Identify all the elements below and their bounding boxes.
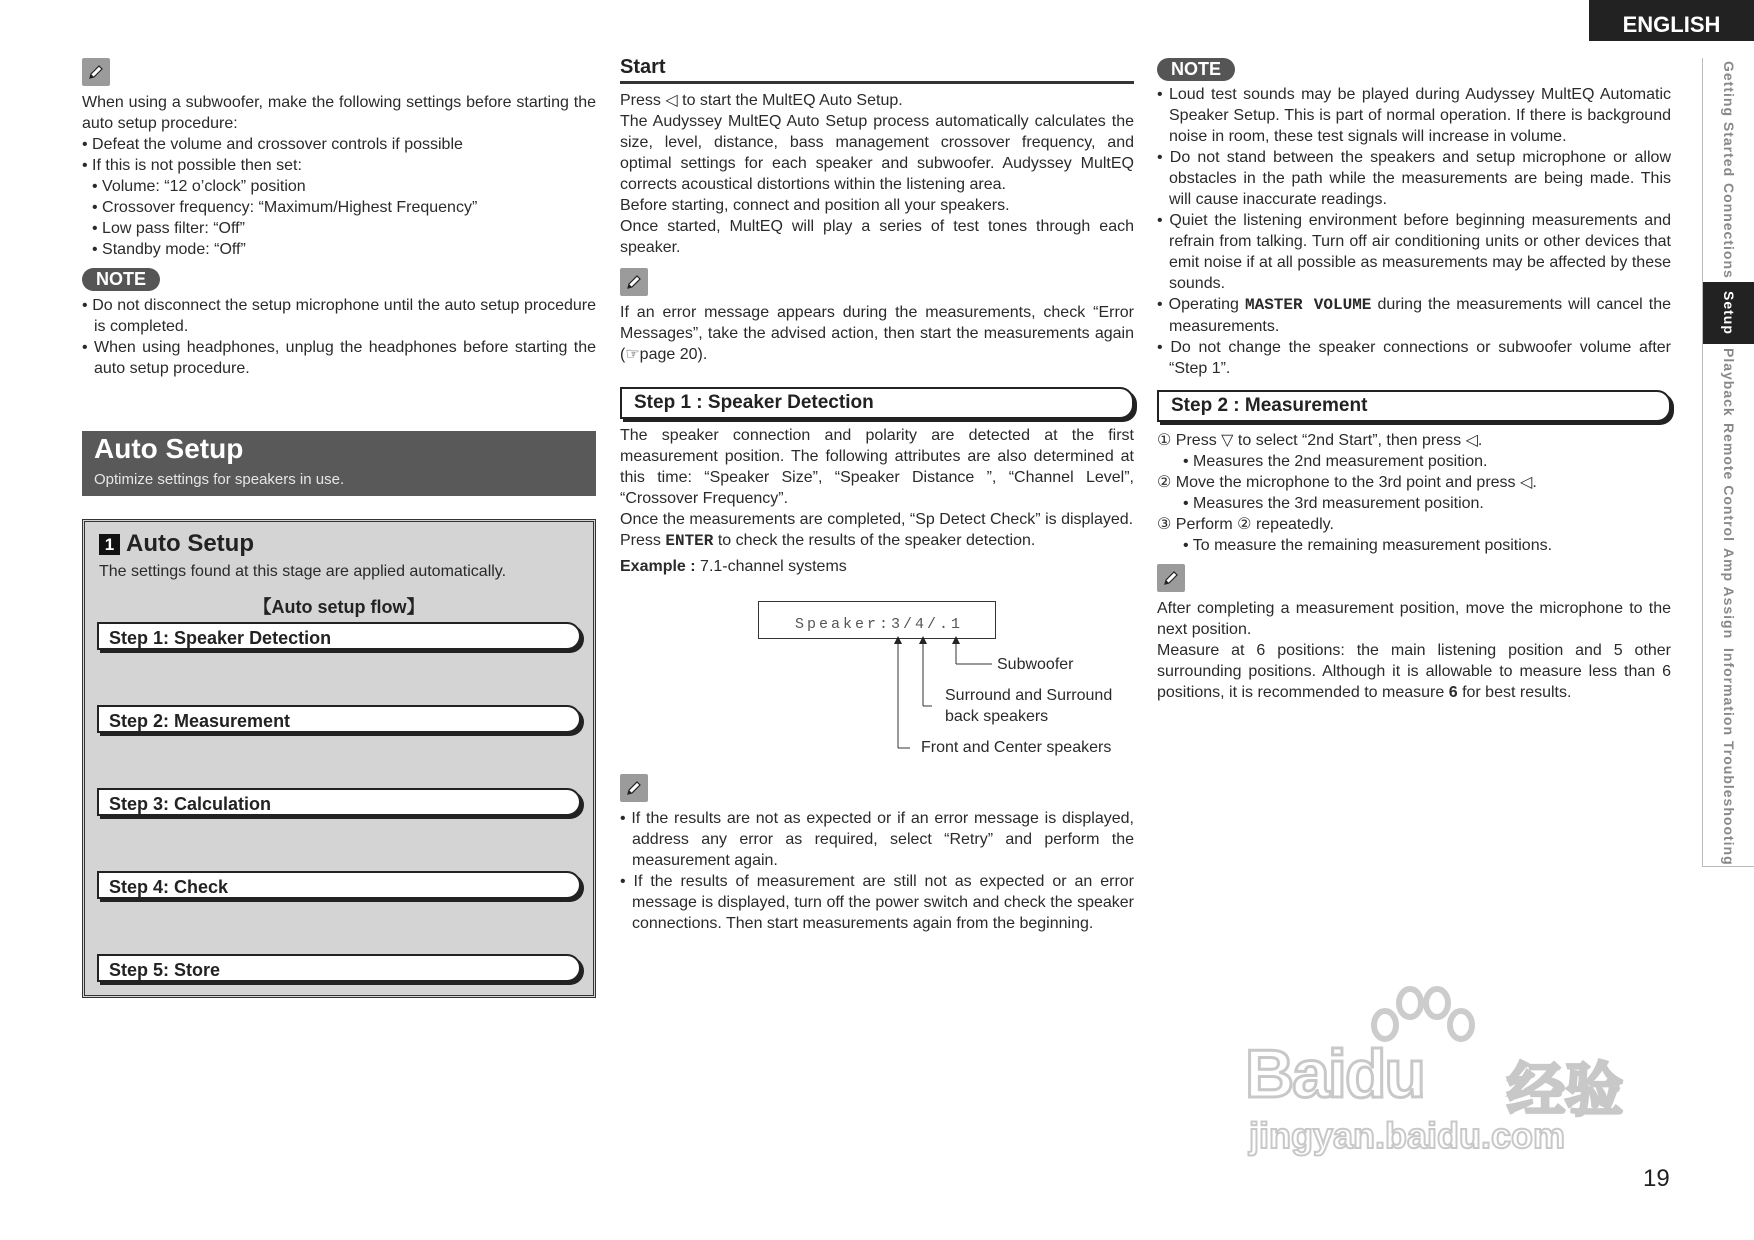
memo-icon xyxy=(82,58,110,86)
step2-heading: Step 2 : Measurement xyxy=(1157,390,1671,422)
down-triangle-icon: ▽ xyxy=(1221,432,1234,449)
memo-icon xyxy=(1157,564,1185,592)
callout-subwoofer: Subwoofer xyxy=(997,656,1074,673)
start-paragraph: Before starting, connect and position all your speakers. xyxy=(620,197,1010,214)
callout-surround: Surround and Surround xyxy=(945,687,1113,704)
error-memo: If an error message appears during the measurements, check “Error Messages”, take the advised action, then start the measurements again (☞page 20). xyxy=(620,304,1134,363)
tab-getting-started[interactable]: Getting Started xyxy=(1702,58,1754,181)
note-item: • Do not change the speaker connections or subwoofer volume after “Step 1”. xyxy=(1157,339,1672,377)
tab-troubleshooting[interactable]: Troubleshooting xyxy=(1702,740,1754,867)
column-2-bottom xyxy=(620,774,1134,934)
callout-surround-back: back speakers xyxy=(945,708,1049,725)
memo-item: • If the results of measurement are still not as expected or an error message is displayed, turn off the power switch and check the speaker connections. Then start measurements again from the beginning. xyxy=(620,873,1134,932)
list-item: • Defeat the volume and crossover controls if possible xyxy=(82,136,463,153)
section-number: 1 xyxy=(99,534,120,555)
list-item: • Crossover frequency: “Maximum/Highest Frequency” xyxy=(92,199,478,216)
memo-item: • If the results are not as expected or if an error message is displayed, address any error as required, select “Retry” and perform the measurement again. xyxy=(620,810,1134,869)
banner-title: Auto Setup xyxy=(94,433,244,464)
column-1 xyxy=(82,58,596,379)
start-paragraph: The Audyssey MultEQ Auto Setup process automatically calculates the size, level, distance, bass management crossover frequency, and optimal settings for each speaker and subwoofer. Audyssey MultEQ corrects acoustical distortions within the listening area. xyxy=(620,113,1134,193)
start-paragraph: Once started, MultEQ will play a series of test tones through each speaker. xyxy=(620,218,1134,256)
memo-paragraph: Measure at 6 positions: the main listening position and 5 other surrounding positions. Although it is allowable to measure less than 6 positions, it is recommended to measure 6 for best results. xyxy=(1157,642,1671,701)
auto-setup-box xyxy=(82,519,596,998)
section-banner xyxy=(82,431,596,496)
tab-information[interactable]: Information xyxy=(1702,644,1754,741)
tab-remote-control[interactable]: Remote Control xyxy=(1702,420,1754,545)
memo-icon xyxy=(620,268,648,296)
step1-paragraph: The speaker connection and polarity are detected at the first measurement position. The following attributes are also determined at this time: “Speaker Size”, “Speaker Distance ”, “Channel Level”, “Crossover Frequency”. xyxy=(620,427,1134,507)
page-number: 19 xyxy=(1643,1165,1670,1192)
flow-step-4: Step 4: Check xyxy=(97,871,581,899)
speaker-display: Speaker:3/4/.1 xyxy=(758,601,996,639)
list-item: • Low pass filter: “Off” xyxy=(92,220,245,237)
list-item: • Standby mode: “Off” xyxy=(92,241,246,258)
step2-item: ① Press ▽ to select “2nd Start”, then press ◁. xyxy=(1157,432,1483,449)
box-description: The settings found at this stage are applied automatically. xyxy=(99,563,507,580)
step2-subitem: • Measures the 2nd measurement position. xyxy=(1183,453,1488,470)
note-item: • Loud test sounds may be played during Audyssey MultEQ Automatic Speaker Setup. This is part of normal operation. If there is background noise in room, these test signals will increase in volume. xyxy=(1157,86,1672,145)
note-item: • Quiet the listening environment before beginning measurements and refrain from talking. Turn off air conditioning units or other devices that emit noise if at all possible as measurements may be affected by these sounds. xyxy=(1157,212,1671,292)
step1-paragraph: Press ENTER to check the results of the speaker detection. xyxy=(620,532,1036,550)
step2-subitem: • Measures the 3rd measurement position. xyxy=(1183,495,1484,512)
callout-front-center: Front and Center speakers xyxy=(921,739,1112,756)
start-paragraph: Press ◁ to start the MultEQ Auto Setup. xyxy=(620,92,903,109)
banner-subtitle: Optimize settings for speakers in use. xyxy=(94,471,345,488)
note-item: • Operating MASTER VOLUME during the measurements will cancel the measurements. xyxy=(1157,296,1671,335)
start-heading: Start xyxy=(620,56,1134,84)
step2-subitem: • To measure the remaining measurement positions. xyxy=(1183,537,1553,554)
list-item: • If this is not possible then set: xyxy=(82,157,302,174)
box-title: Auto Setup xyxy=(126,530,254,557)
memo-icon xyxy=(620,774,648,802)
tab-amp-assign[interactable]: Amp Assign xyxy=(1702,544,1754,645)
flow-step-2: Step 2: Measurement xyxy=(97,705,581,733)
tab-connections[interactable]: Connections xyxy=(1702,180,1754,283)
note-badge: NOTE xyxy=(82,268,160,291)
note-item: • When using headphones, unplug the headphones before starting the auto setup procedure. xyxy=(82,339,597,377)
step1-paragraph: Once the measurements are completed, “Sp Detect Check” is displayed. xyxy=(620,511,1134,528)
list-item: • Volume: “12 o’clock” position xyxy=(92,178,306,195)
step2-item: ③ Perform ② repeatedly. xyxy=(1157,516,1334,533)
flow-step-3: Step 3: Calculation xyxy=(97,788,581,816)
language-label: ENGLISH xyxy=(1589,0,1754,41)
tab-setup[interactable]: Setup xyxy=(1702,282,1754,345)
left-arrow-icon: ◁ xyxy=(1465,432,1478,449)
note-item: • Do not disconnect the setup microphone until the auto setup procedure is completed. xyxy=(82,297,597,335)
left-arrow-icon: ◁ xyxy=(665,92,678,109)
column-2 xyxy=(620,56,1134,577)
step2-item: ② Move the microphone to the 3rd point and press ◁. xyxy=(1157,474,1537,491)
left-arrow-icon: ◁ xyxy=(1520,474,1533,491)
flow-step-5: Step 5: Store xyxy=(97,954,581,982)
memo-paragraph: After completing a measurement position, move the microphone to the next position. xyxy=(1157,600,1671,638)
pointing-hand-icon: ☞ xyxy=(625,346,640,363)
note-badge: NOTE xyxy=(1157,58,1235,81)
subwoofer-intro: When using a subwoofer, make the following settings before starting the auto setup procedure: xyxy=(82,94,596,132)
watermark: Baidu 经验 jingyan.baidu.com xyxy=(1245,985,1665,1160)
flow-step-1: Step 1: Speaker Detection xyxy=(97,622,581,650)
step1-heading: Step 1 : Speaker Detection xyxy=(620,387,1134,419)
example-line: Example : 7.1-channel systems xyxy=(620,558,847,575)
tab-playback[interactable]: Playback xyxy=(1702,344,1754,421)
note-item: • Do not stand between the speakers and setup microphone or allow obstacles in the path while the measurements are being made. This will cause inaccurate readings. xyxy=(1157,149,1671,208)
flow-title: 【Auto setup flow】 xyxy=(253,597,425,617)
column-3 xyxy=(1157,58,1671,703)
